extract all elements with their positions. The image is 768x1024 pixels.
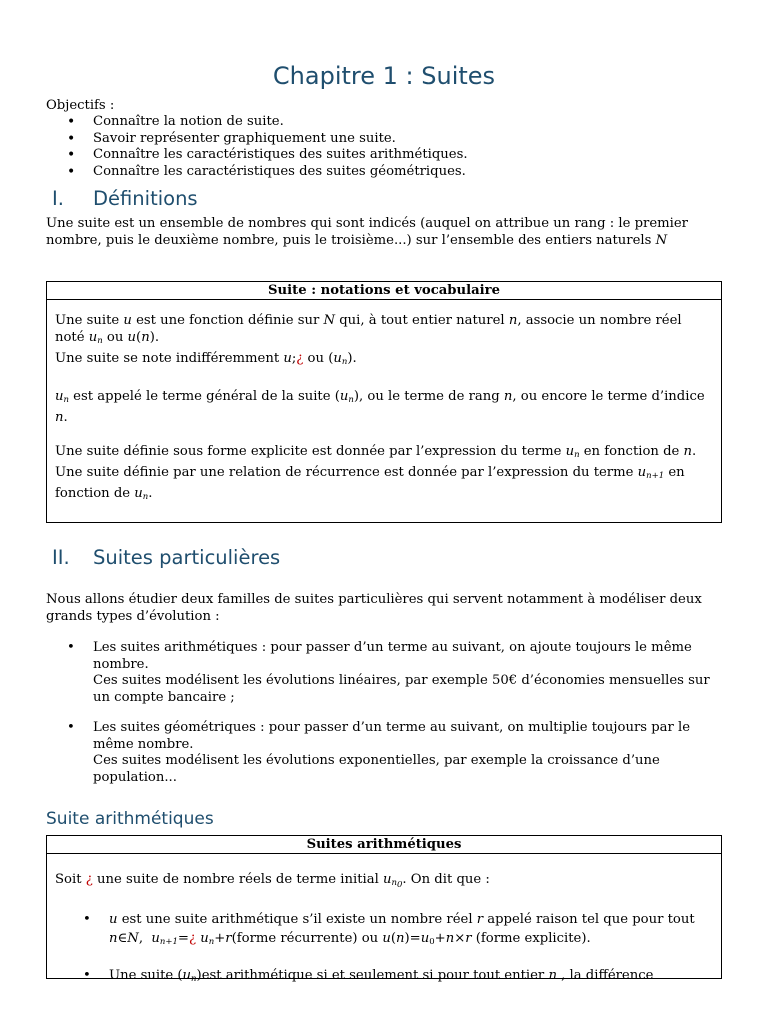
objectives-list <box>46 114 468 180</box>
section-number: I. <box>52 187 64 210</box>
section-heading-definitions <box>52 187 198 210</box>
section-title: Définitions <box>93 187 198 210</box>
section-number: II. <box>52 546 70 569</box>
notation-line: Une suite se note indifféremment u;¿ ou $(u_n)$. <box>55 351 357 367</box>
subsection-heading: Suite arithmétiques <box>46 809 214 829</box>
list-item: • Connaître la notion de suite. <box>46 114 468 131</box>
objectives-label: Objectifs : <box>46 98 115 113</box>
notation-box-header: Suite : notations et vocabulaire <box>47 282 721 300</box>
arithmetic-line: Soit ¿ une suite de nombre réels de terme initial $u_{n_0}$. On dit que : <box>55 872 490 890</box>
list-item: • Les suites arithmétiques : pour passer d’un terme au suivant, on ajoute toujours le même nombre. Ces suites modélisent les évolutions linéaires, par exemple 50€ d’économies mensuelles sur un compte bancaire ; <box>46 640 726 706</box>
list-item: • Connaître les caractéristiques des suites arithmétiques. <box>46 147 468 164</box>
definitions-intro: Une suite est un ensemble de nombres qui sont indicés (auquel on attribue un rang : le premier nombre, puis le deuxième nombre, puis le troisième...) sur l’ensemble des entiers naturels N <box>46 216 688 248</box>
notation-line: Une suite u est une fonction définie sur N qui, à tout entier naturel n, associe un nombre réel noté $u_n$ ou u(n). <box>55 313 682 346</box>
arithmetic-box-header: Suites arithmétiques <box>47 836 721 854</box>
section-heading-special-sequences <box>52 546 280 569</box>
notation-box-body <box>47 300 721 506</box>
section-title: Suites particulières <box>93 546 281 569</box>
list-item: • Savoir représenter graphiquement une suite. <box>46 131 468 148</box>
notation-line: Une suite définie sous forme explicite est donnée par l’expression du terme $u_n$ en fonction de n. <box>55 444 697 460</box>
notation-line: Une suite définie par une relation de récurrence est donnée par l’expression du terme $u_{n+1}$ en fonction de $u_n$. <box>55 465 685 502</box>
notation-box <box>46 281 722 523</box>
list-item: • u est une suite arithmétique s’il existe un nombre réel r appelé raison tel que pour tout n∈N, $u_{n+1}=¿$ $u_n+r(forme$ récurrente) ou $u(n)=u_0+n\times r$ (forme explicite). <box>55 910 713 952</box>
notation-line: $u_n$ est appelé le terme général de la suite $(u_n)$, ou le terme de rang n, ou encore le terme d’indice n. <box>55 389 705 425</box>
arithmetic-box-body <box>47 854 721 989</box>
list-item: • Les suites géométriques : pour passer d’un terme au suivant, on multiplie toujours par le même nombre. Ces suites modélisent les évolutions exponentielles, par exemple la croissance d’une population... <box>46 720 726 786</box>
special-sequences-intro: Nous allons étudier deux familles de suites particulières qui servent notamment à modéliser deux grands types d’évolution : <box>46 592 702 624</box>
list-item: • Connaître les caractéristiques des suites géométriques. <box>46 164 468 181</box>
arithmetic-box <box>46 835 722 984</box>
page-title: Chapitre 1 : Suites <box>272 62 496 90</box>
list-item: • Une suite $(u_n)est$ arithmétique si et seulement si pour tout entier n , la différence <box>55 966 713 989</box>
